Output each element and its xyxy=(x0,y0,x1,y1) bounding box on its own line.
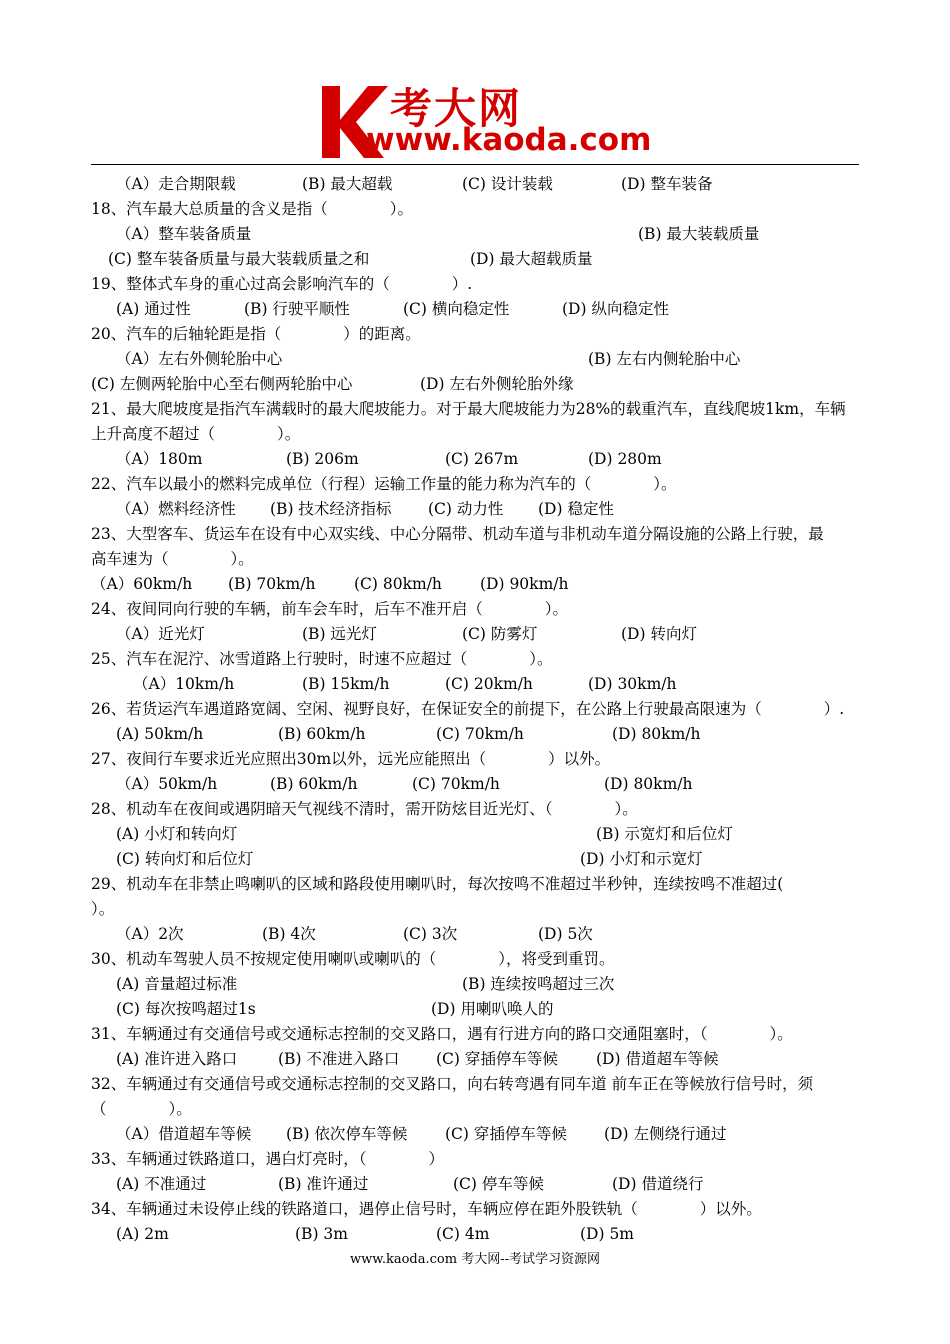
question-24: 24、夜间同向行驶的车辆，前车会车时，后车不准开启（ ）。 xyxy=(91,600,568,618)
question-31: 31、车辆通过有交通信号或交通标志控制的交叉路口，遇有行进方向的路口交通阻塞时，（ ）。 xyxy=(91,1025,793,1043)
option-c: (C) 左侧两轮胎中心至右侧两轮胎中心 xyxy=(91,375,353,393)
option-a: (A) 音量超过标准 xyxy=(116,975,238,993)
option-c: (C) 动力性 xyxy=(428,500,504,518)
option-b: (B) 技术经济指标 xyxy=(270,500,392,518)
option-d: (D) 80km/h xyxy=(612,725,701,743)
option-c: (C) 3次 xyxy=(403,925,458,943)
option-b: (B) 准许通过 xyxy=(278,1175,369,1193)
option-d: (D) 小灯和示宽灯 xyxy=(580,850,703,868)
option-b: (B) 最大装载质量 xyxy=(638,225,760,243)
option-d: (D) 最大超载质量 xyxy=(470,250,593,268)
option-d: (D) 整车装备 xyxy=(621,175,713,193)
option-b: (B) 3m xyxy=(295,1225,348,1243)
option-a: (A) 50km/h xyxy=(116,725,204,743)
option-d: (D) 转向灯 xyxy=(621,625,697,643)
question-20: 20、汽车的后轴轮距是指（ ）的距离。 xyxy=(91,325,421,343)
option-a: （A）整车装备质量 xyxy=(116,225,252,243)
question-32: 32、车辆通过有交通信号或交通标志控制的交叉路口，向右转弯遇有同车道 前车正在等候放行信号时，须 xyxy=(91,1075,814,1093)
option-a: （A）燃料经济性 xyxy=(116,500,236,518)
option-a: (A) 不准通过 xyxy=(116,1175,207,1193)
question-21: 21、最大爬坡度是指汽车满载时的最大爬坡能力。对于最大爬坡能力为28%的载重汽车，直线爬坡1km，车辆 xyxy=(91,400,846,418)
option-c: (C) 20km/h xyxy=(445,675,533,693)
option-b: (B) 依次停车等候 xyxy=(286,1125,408,1143)
option-b: (B) 60km/h xyxy=(278,725,366,743)
option-d: (D) 5次 xyxy=(538,925,593,943)
option-c: (C) 穿插停车等候 xyxy=(445,1125,567,1143)
option-d: (D) 稳定性 xyxy=(538,500,614,518)
option-d: (D) 30km/h xyxy=(588,675,677,693)
option-a: （A）180m xyxy=(116,450,203,468)
option-c: (C) 设计装载 xyxy=(462,175,553,193)
option-c: (C) 穿插停车等候 xyxy=(436,1050,558,1068)
option-b: (B) 行驶平顺性 xyxy=(244,300,350,318)
option-a: （A）走合期限载 xyxy=(116,175,236,193)
question-33: 33、车辆通过铁路道口，遇白灯亮时，（ ） xyxy=(91,1150,444,1168)
page-footer: www.kaoda.com 考大网--考试学习资源网 xyxy=(350,1252,600,1267)
question-28: 28、机动车在夜间或遇阴暗天气视线不清时，需开防炫目近光灯、（ ）。 xyxy=(91,800,638,818)
logo-chinese-text: 考大网 xyxy=(390,84,523,133)
option-b: (B) 连续按鸣超过三次 xyxy=(462,975,615,993)
option-d: (D) 280m xyxy=(588,450,662,468)
option-a: (A) 小灯和转向灯 xyxy=(116,825,238,843)
option-a: （A）60km/h xyxy=(91,575,193,593)
option-c: (C) 停车等候 xyxy=(453,1175,544,1193)
question-29: 29、机动车在非禁止鸣喇叭的区域和路段使用喇叭时，每次按鸣不准超过半秒钟，连续按鸣不准超过( xyxy=(91,875,784,893)
option-a: (A) 2m xyxy=(116,1225,169,1243)
option-b: (B) 左右内侧轮胎中心 xyxy=(588,350,741,368)
question-30: 30、机动车驾驶人员不按规定使用喇叭或喇叭的（ ），将受到重罚。 xyxy=(91,950,615,968)
option-c: (C) 267m xyxy=(445,450,519,468)
option-a: （A）左右外侧轮胎中心 xyxy=(116,350,283,368)
option-d: (D) 纵向稳定性 xyxy=(562,300,669,318)
question-27: 27、夜间行车要求近光应照出30m以外，远光应能照出（ ）以外。 xyxy=(91,750,611,768)
option-d: (D) 90km/h xyxy=(480,575,569,593)
option-b: (B) 70km/h xyxy=(228,575,316,593)
option-a: （A）借道超车等候 xyxy=(116,1125,252,1143)
question-34: 34、车辆通过未设停止线的铁路道口，遇停止信号时，车辆应停在距外股铁轨（ ）以外。 xyxy=(91,1200,762,1218)
header-divider xyxy=(91,164,859,165)
option-c: (C) 防雾灯 xyxy=(462,625,538,643)
option-a: （A）50km/h xyxy=(116,775,218,793)
kaoda-logo xyxy=(318,78,652,160)
option-c: (C) 80km/h xyxy=(354,575,442,593)
option-d: (D) 左右外侧轮胎外缘 xyxy=(420,375,574,393)
option-d: (D) 借道超车等候 xyxy=(596,1050,719,1068)
option-c: (C) 转向灯和后位灯 xyxy=(116,850,254,868)
option-d: (D) 用喇叭唤人的 xyxy=(431,1000,554,1018)
question-22: 22、汽车以最小的燃料完成单位（行程）运输工作量的能力称为汽车的（ ）。 xyxy=(91,475,677,493)
option-a: （A）近光灯 xyxy=(116,625,205,643)
option-d: (D) 80km/h xyxy=(604,775,693,793)
option-d: (D) 左侧绕行通过 xyxy=(604,1125,727,1143)
option-b: (B) 206m xyxy=(286,450,359,468)
question-23-cont: 高车速为（ ）。 xyxy=(91,550,254,568)
question-25: 25、汽车在泥泞、冰雪道路上行驶时，时速不应超过（ ）。 xyxy=(91,650,553,668)
option-b: (B) 示宽灯和后位灯 xyxy=(596,825,733,843)
option-c: (C) 70km/h xyxy=(412,775,500,793)
option-a: (A) 通过性 xyxy=(116,300,191,318)
option-b: (B) 远光灯 xyxy=(302,625,377,643)
option-c: (C) 70km/h xyxy=(436,725,524,743)
question-32-cont: （ ）。 xyxy=(91,1100,192,1118)
option-b: (B) 60km/h xyxy=(270,775,358,793)
option-d: (D) 5m xyxy=(580,1225,635,1243)
option-c: (C) 每次按鸣超过1s xyxy=(116,1000,256,1018)
option-a: （A）10km/h xyxy=(133,675,235,693)
question-29-cont: ）。 xyxy=(91,900,115,918)
question-23: 23、大型客车、货运车在设有中心双实线、中心分隔带、机动车道与非机动车道分隔设施的公路上行驶，最 xyxy=(91,525,824,543)
option-b: (B) 4次 xyxy=(262,925,316,943)
option-c: (C) 横向稳定性 xyxy=(403,300,510,318)
question-19: 19、整体式车身的重心过高会影响汽车的（ ）. xyxy=(91,275,473,293)
option-b: (B) 15km/h xyxy=(302,675,390,693)
option-c: (C) 整车装备质量与最大装载质量之和 xyxy=(108,250,370,268)
option-a: (A) 准许进入路口 xyxy=(116,1050,238,1068)
question-18: 18、汽车最大总质量的含义是指（ ）。 xyxy=(91,200,413,218)
question-21-cont: 上升高度不超过（ ）。 xyxy=(91,425,301,443)
logo-url-text: www.kaoda.com xyxy=(366,122,652,158)
option-a: （A）2次 xyxy=(116,925,184,943)
option-d: (D) 借道绕行 xyxy=(612,1175,704,1193)
question-26: 26、若货运汽车遇道路宽阔、空闲、视野良好，在保证安全的前提下，在公路上行驶最高限速为（ ）. xyxy=(91,700,845,718)
option-b: (B) 最大超载 xyxy=(302,175,393,193)
option-b: (B) 不准进入路口 xyxy=(278,1050,400,1068)
option-c: (C) 4m xyxy=(436,1225,490,1243)
